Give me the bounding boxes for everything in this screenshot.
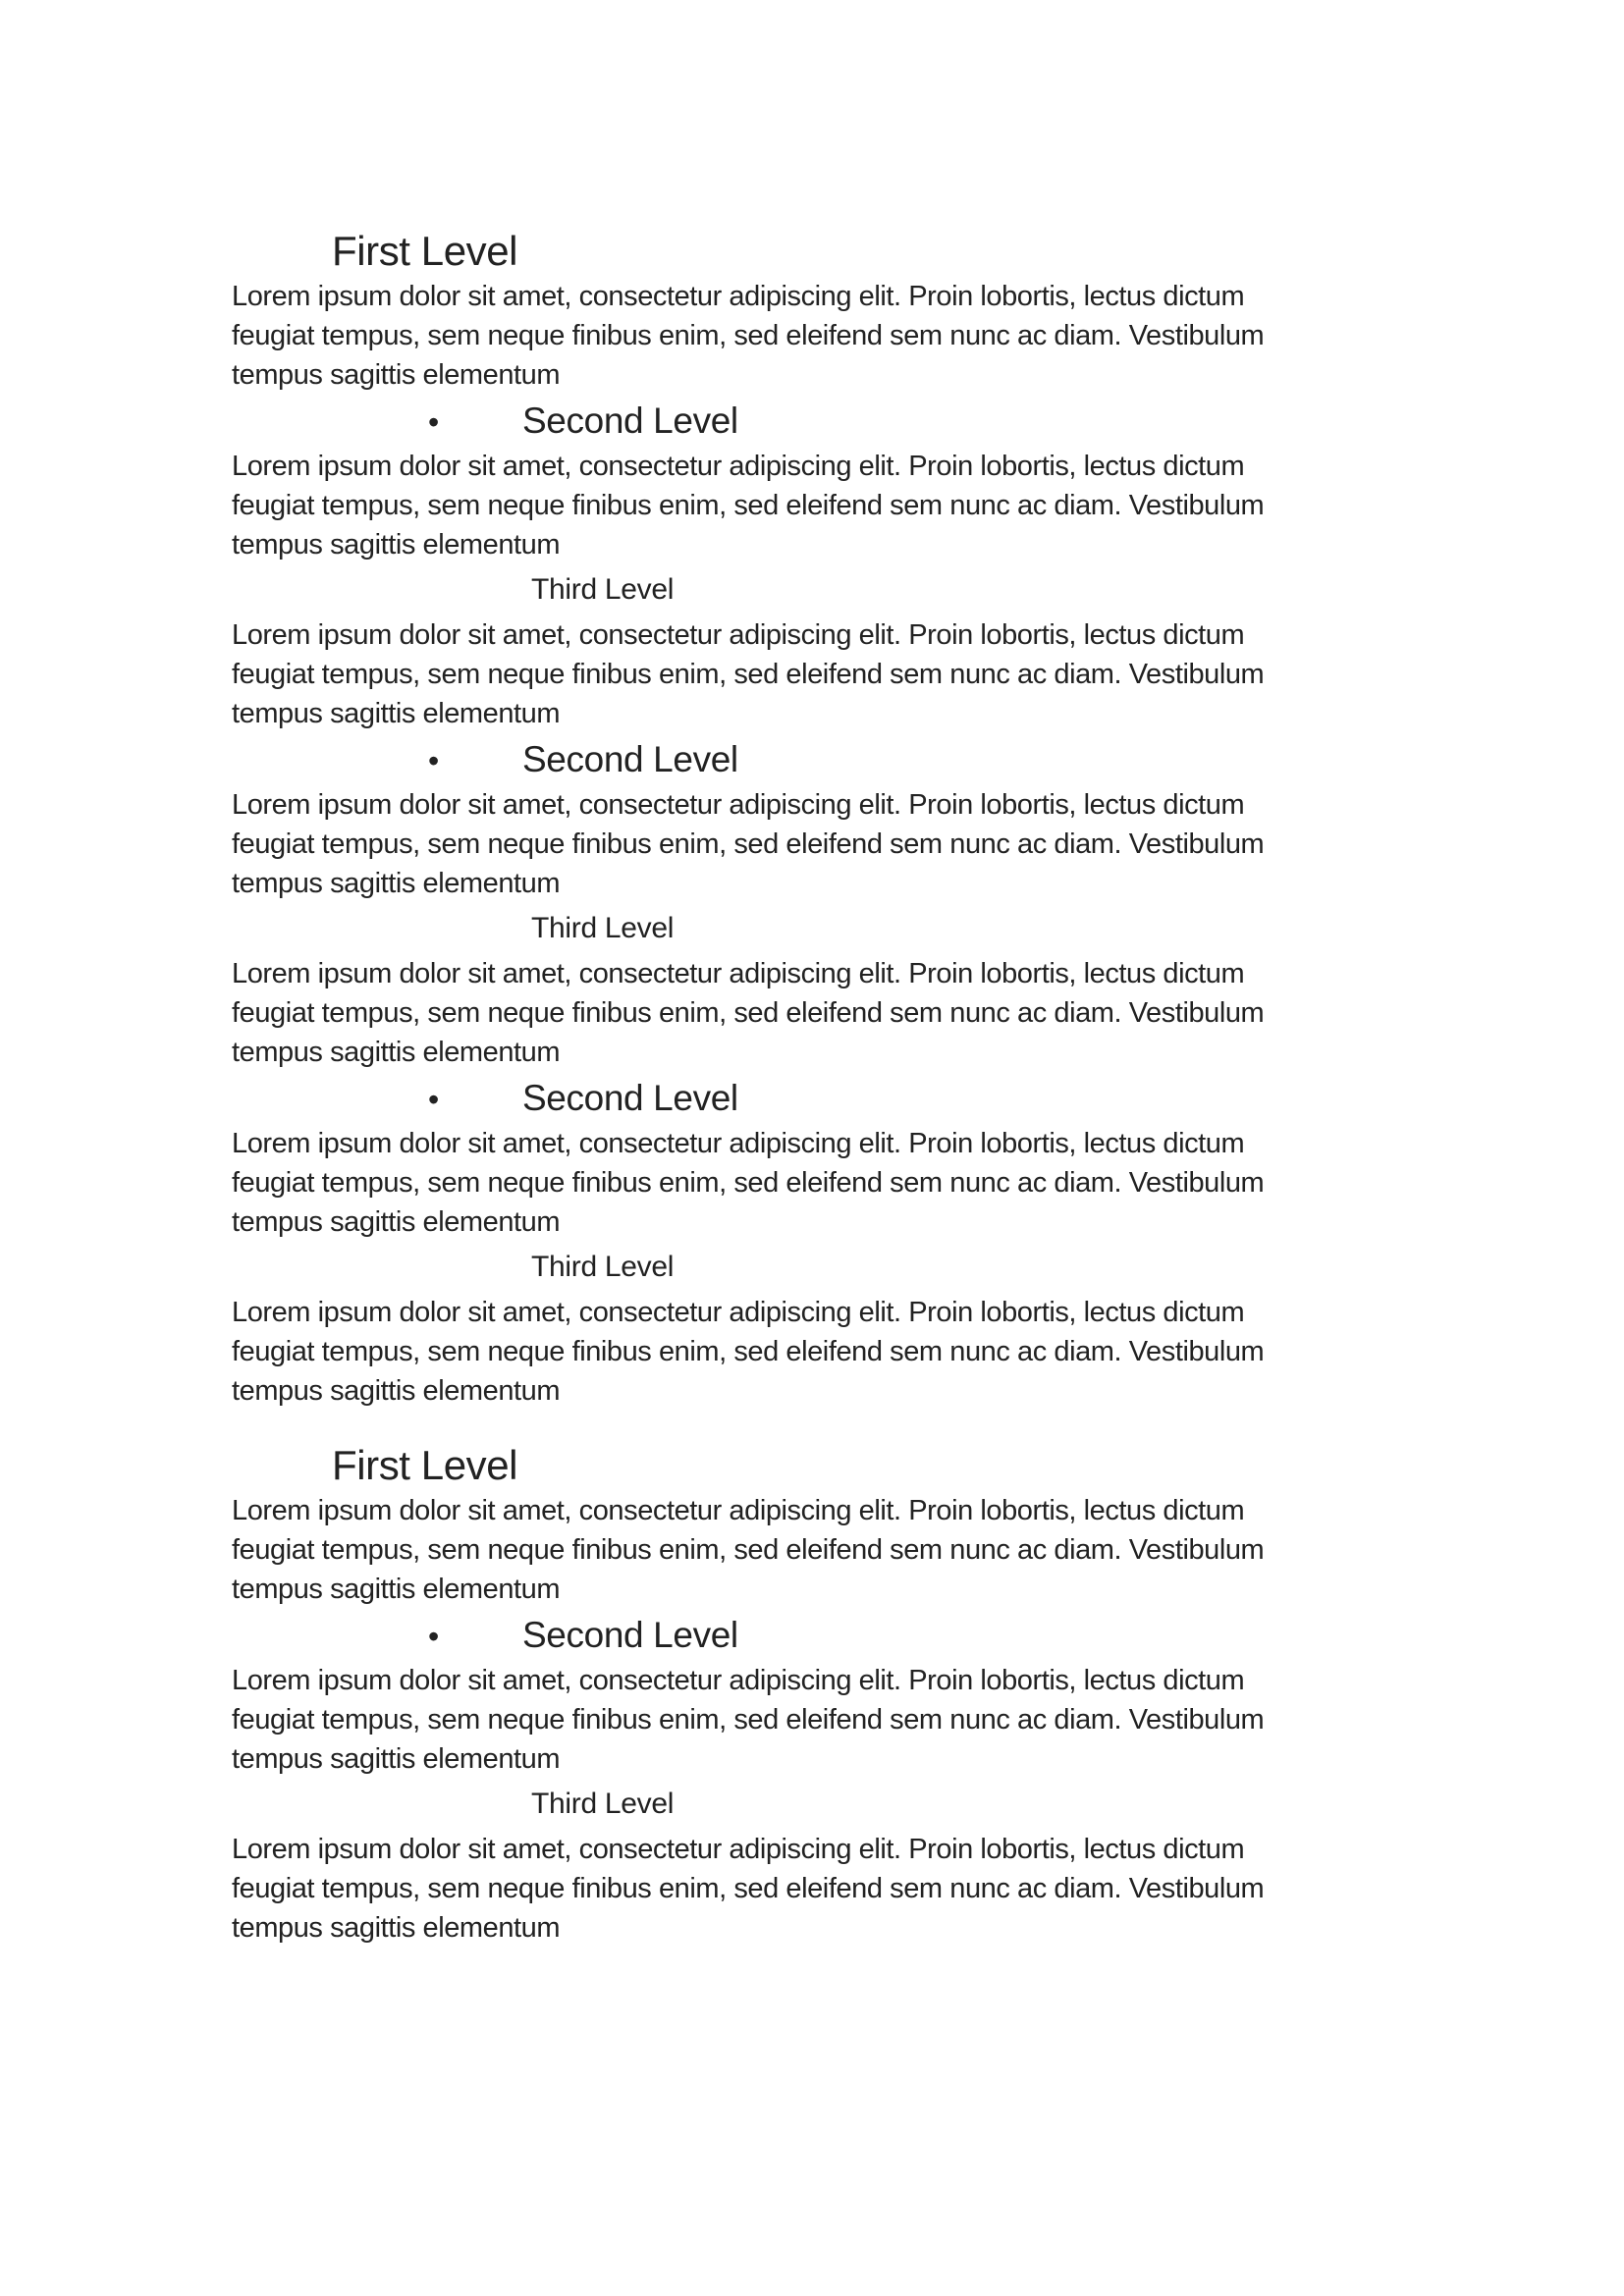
heading-text: Second Level	[522, 400, 738, 441]
heading-text: First Level	[332, 1442, 518, 1488]
paragraph	[232, 1830, 1392, 1948]
heading-text: Third Level	[531, 912, 675, 944]
heading-third-level	[531, 909, 1392, 948]
paragraph-line: feugiat tempus, sem neque finibus enim, sed eleifend sem nunc ac diam. Vestibulum	[232, 828, 1265, 860]
heading-third-level	[531, 1785, 1392, 1824]
paragraph-line: tempus sagittis elementum	[232, 1037, 561, 1068]
paragraph	[232, 1124, 1392, 1242]
paragraph-line: feugiat tempus, sem neque finibus enim, sed eleifend sem nunc ac diam. Vestibulum	[232, 490, 1265, 521]
heading-second-level	[428, 1076, 1392, 1122]
paragraph-line: tempus sagittis elementum	[232, 1375, 561, 1407]
heading-text: Third Level	[531, 1788, 675, 1820]
heading-second-level	[428, 399, 1392, 445]
paragraph	[232, 447, 1392, 564]
heading-text: Second Level	[522, 739, 738, 779]
paragraph-line: feugiat tempus, sem neque finibus enim, sed eleifend sem nunc ac diam. Vestibulum	[232, 659, 1265, 690]
paragraph-line: feugiat tempus, sem neque finibus enim, sed eleifend sem nunc ac diam. Vestibulum	[232, 1534, 1265, 1566]
paragraph	[232, 785, 1392, 903]
heading-text: Second Level	[522, 1615, 738, 1655]
paragraph-line: Lorem ipsum dolor sit amet, consectetur adipiscing elit. Proin lobortis, lectus dictum	[232, 1297, 1245, 1328]
paragraph	[232, 1661, 1392, 1779]
paragraph-line: tempus sagittis elementum	[232, 359, 561, 391]
paragraph-line: feugiat tempus, sem neque finibus enim, sed eleifend sem nunc ac diam. Vestibulum	[232, 1336, 1265, 1367]
paragraph	[232, 1293, 1392, 1411]
heading-first-level	[332, 1440, 1392, 1491]
paragraph-line: tempus sagittis elementum	[232, 698, 561, 729]
heading-text: Second Level	[522, 1078, 738, 1118]
paragraph-line: Lorem ipsum dolor sit amet, consectetur adipiscing elit. Proin lobortis, lectus dictum	[232, 1834, 1245, 1865]
paragraph-line: feugiat tempus, sem neque finibus enim, sed eleifend sem nunc ac diam. Vestibulum	[232, 1704, 1265, 1735]
paragraph	[232, 277, 1392, 395]
list-bullet-icon: •	[428, 743, 439, 778]
paragraph-line: feugiat tempus, sem neque finibus enim, sed eleifend sem nunc ac diam. Vestibulum	[232, 997, 1265, 1029]
paragraph-line: Lorem ipsum dolor sit amet, consectetur adipiscing elit. Proin lobortis, lectus dictum	[232, 958, 1245, 989]
heading-third-level	[531, 1248, 1392, 1287]
paragraph-line: Lorem ipsum dolor sit amet, consectetur adipiscing elit. Proin lobortis, lectus dictum	[232, 789, 1245, 821]
paragraph	[232, 954, 1392, 1072]
paragraph-line: Lorem ipsum dolor sit amet, consectetur adipiscing elit. Proin lobortis, lectus dictum	[232, 281, 1245, 312]
paragraph-line: Lorem ipsum dolor sit amet, consectetur adipiscing elit. Proin lobortis, lectus dictum	[232, 1495, 1245, 1526]
paragraph	[232, 615, 1392, 733]
heading-third-level	[531, 570, 1392, 610]
paragraph-line: tempus sagittis elementum	[232, 868, 561, 899]
heading-text: Third Level	[531, 1251, 675, 1283]
paragraph-line: feugiat tempus, sem neque finibus enim, sed eleifend sem nunc ac diam. Vestibulum	[232, 320, 1265, 351]
heading-second-level	[428, 1613, 1392, 1659]
paragraph-line: Lorem ipsum dolor sit amet, consectetur adipiscing elit. Proin lobortis, lectus dictum	[232, 1665, 1245, 1696]
list-bullet-icon: •	[428, 1619, 439, 1654]
heading-text: First Level	[332, 228, 518, 274]
paragraph-line: tempus sagittis elementum	[232, 1912, 561, 1944]
paragraph-line: tempus sagittis elementum	[232, 1743, 561, 1775]
list-bullet-icon: •	[428, 404, 439, 440]
heading-text: Third Level	[531, 573, 675, 606]
paragraph-line: tempus sagittis elementum	[232, 529, 561, 561]
paragraph-line: Lorem ipsum dolor sit amet, consectetur adipiscing elit. Proin lobortis, lectus dictum	[232, 1128, 1245, 1159]
paragraph-line: feugiat tempus, sem neque finibus enim, sed eleifend sem nunc ac diam. Vestibulum	[232, 1167, 1265, 1199]
paragraph-line: Lorem ipsum dolor sit amet, consectetur adipiscing elit. Proin lobortis, lectus dictum	[232, 451, 1245, 482]
list-bullet-icon: •	[428, 1082, 439, 1117]
paragraph-line: feugiat tempus, sem neque finibus enim, sed eleifend sem nunc ac diam. Vestibulum	[232, 1873, 1265, 1904]
paragraph	[232, 1491, 1392, 1609]
heading-first-level	[332, 226, 1392, 277]
paragraph-line: tempus sagittis elementum	[232, 1574, 561, 1605]
heading-second-level	[428, 737, 1392, 783]
paragraph-line: tempus sagittis elementum	[232, 1206, 561, 1238]
paragraph-line: Lorem ipsum dolor sit amet, consectetur adipiscing elit. Proin lobortis, lectus dictum	[232, 619, 1245, 651]
